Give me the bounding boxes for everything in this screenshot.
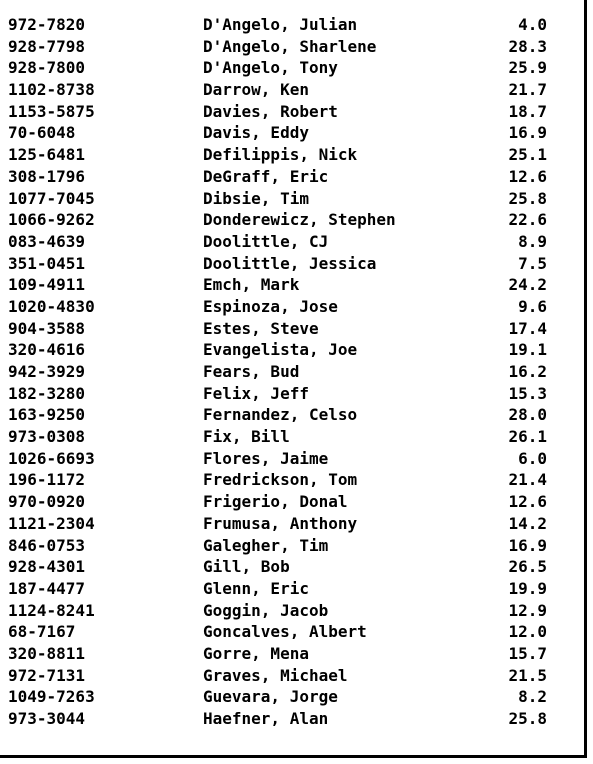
record-value: 16.9 [508,535,547,555]
record-value: 7.5 [518,253,547,273]
record-value: 14.2 [508,513,547,533]
record-name: D'Angelo, Julian [203,15,358,34]
record-value: 8.2 [518,687,547,707]
record-id: 973-0308 [8,427,86,447]
record-value: 12.0 [508,622,547,642]
list-item [8,253,568,275]
record-id: 68-7167 [8,622,76,642]
list-item [8,36,568,58]
list-item [8,426,568,448]
record-name: Frumusa, Anthony [203,513,358,533]
list-item [8,57,568,79]
list-item [8,469,568,491]
record-id: 70-6048 [8,123,76,143]
record-name: Espinoza, Jose [203,296,338,316]
record-value: 24.2 [508,275,547,295]
list-item [8,404,568,426]
record-name: Fernandez, Celso [203,405,358,425]
record-name: Emch, Mark [203,275,300,295]
record-id: 928-4301 [8,557,86,577]
record-value: 26.1 [508,427,547,447]
list-item [8,101,568,123]
record-id: 972-7131 [8,665,86,685]
record-id: 970-0920 [8,492,86,512]
record-id: 308-1796 [8,166,86,186]
record-name: Graves, Michael [203,665,348,685]
record-list [8,14,568,730]
record-value: 19.9 [508,578,547,598]
list-item [8,556,568,578]
record-value: 28.3 [508,36,547,56]
list-item [8,339,568,361]
record-name: Fears, Bud [203,362,300,381]
list-item [8,144,568,166]
record-value: 12.6 [508,492,547,512]
record-name: Flores, Jaime [203,448,329,468]
record-id: 1102-8738 [8,80,95,100]
record-value: 16.2 [508,362,547,381]
list-item [8,513,568,535]
record-id: 1077-7045 [8,188,95,208]
record-id: 1066-9262 [8,210,95,230]
record-value: 25.1 [508,145,547,165]
list-item [8,166,568,188]
record-value: 25.9 [508,58,547,78]
record-name: Estes, Steve [203,318,319,338]
list-item [8,296,568,318]
record-id: 928-7798 [8,36,86,56]
list-item [8,643,568,665]
record-id: 196-1172 [8,470,86,490]
record-value: 21.4 [508,470,547,490]
record-name: DeGraff, Eric [203,166,329,186]
list-item [8,122,568,144]
list-item [8,209,568,231]
record-name: Goggin, Jacob [203,600,329,620]
record-value: 18.7 [508,101,547,121]
list-item [8,188,568,210]
list-item [8,578,568,600]
record-value: 21.7 [508,80,547,100]
record-id: 1121-2304 [8,513,95,533]
record-name: Galegher, Tim [203,535,329,555]
record-name: Guevara, Jorge [203,687,338,707]
record-id: 320-8811 [8,643,86,663]
record-value: 21.5 [508,665,547,685]
record-id: 1020-4830 [8,296,95,316]
list-item [8,491,568,513]
record-id: 1026-6693 [8,448,95,468]
record-name: Haefner, Alan [203,709,329,728]
record-id: 1124-8241 [8,600,95,620]
record-name: Evangelista, Joe [203,340,358,360]
record-name: Darrow, Ken [203,80,309,100]
record-value: 15.7 [508,643,547,663]
record-value: 9.6 [518,296,547,316]
record-name: Davis, Eddy [203,123,309,143]
record-id: 125-6481 [8,145,86,165]
record-value: 19.1 [508,340,547,360]
record-name: Frigerio, Donal [203,492,348,512]
record-name: Goncalves, Albert [203,622,367,642]
record-name: Felix, Jeff [203,383,309,403]
record-value: 6.0 [518,448,547,468]
record-id: 928-7800 [8,58,86,78]
record-name: Davies, Robert [203,101,338,121]
list-item [8,686,568,708]
record-id: 351-0451 [8,253,86,273]
list-item [8,79,568,101]
record-name: Fix, Bill [203,427,290,447]
list-item [8,665,568,687]
list-item [8,600,568,622]
list-item [8,535,568,557]
list-item [8,708,568,730]
record-name: Donderewicz, Stephen [203,210,396,230]
record-value: 28.0 [508,405,547,425]
record-value: 12.9 [508,600,547,620]
record-id: 320-4616 [8,340,86,360]
record-id: 187-4477 [8,578,86,598]
record-name: Glenn, Eric [203,578,309,598]
record-value: 25.8 [508,709,547,728]
record-name: Gill, Bob [203,557,290,577]
record-value: 15.3 [508,383,547,403]
record-value: 17.4 [508,318,547,338]
list-item [8,14,568,36]
record-name: Dibsie, Tim [203,188,309,208]
record-name: D'Angelo, Sharlene [203,36,377,56]
record-id: 083-4639 [8,231,86,251]
list-item [8,361,568,383]
record-id: 1049-7263 [8,687,95,707]
list-item [8,383,568,405]
record-id: 942-3929 [8,362,86,381]
record-value: 25.8 [508,188,547,208]
record-name: Doolittle, Jessica [203,253,377,273]
record-value: 26.5 [508,557,547,577]
record-name: D'Angelo, Tony [203,58,338,78]
record-id: 1153-5875 [8,101,95,121]
record-name: Gorre, Mena [203,643,309,663]
list-item [8,274,568,296]
list-item [8,318,568,340]
list-item [8,621,568,643]
record-name: Defilippis, Nick [203,145,358,165]
record-value: 22.6 [508,210,547,230]
record-name: Doolittle, CJ [203,231,329,251]
record-id: 846-0753 [8,535,86,555]
record-id: 163-9250 [8,405,86,425]
record-value: 16.9 [508,123,547,143]
record-name: Fredrickson, Tom [203,470,358,490]
record-value: 12.6 [508,166,547,186]
record-id: 182-3280 [8,383,86,403]
record-id: 109-4911 [8,275,86,295]
record-id: 904-3588 [8,318,86,338]
record-id: 973-3044 [8,709,86,728]
record-value: 8.9 [518,231,547,251]
list-item [8,448,568,470]
list-item [8,231,568,253]
record-id: 972-7820 [8,15,86,34]
record-value: 4.0 [518,15,547,34]
